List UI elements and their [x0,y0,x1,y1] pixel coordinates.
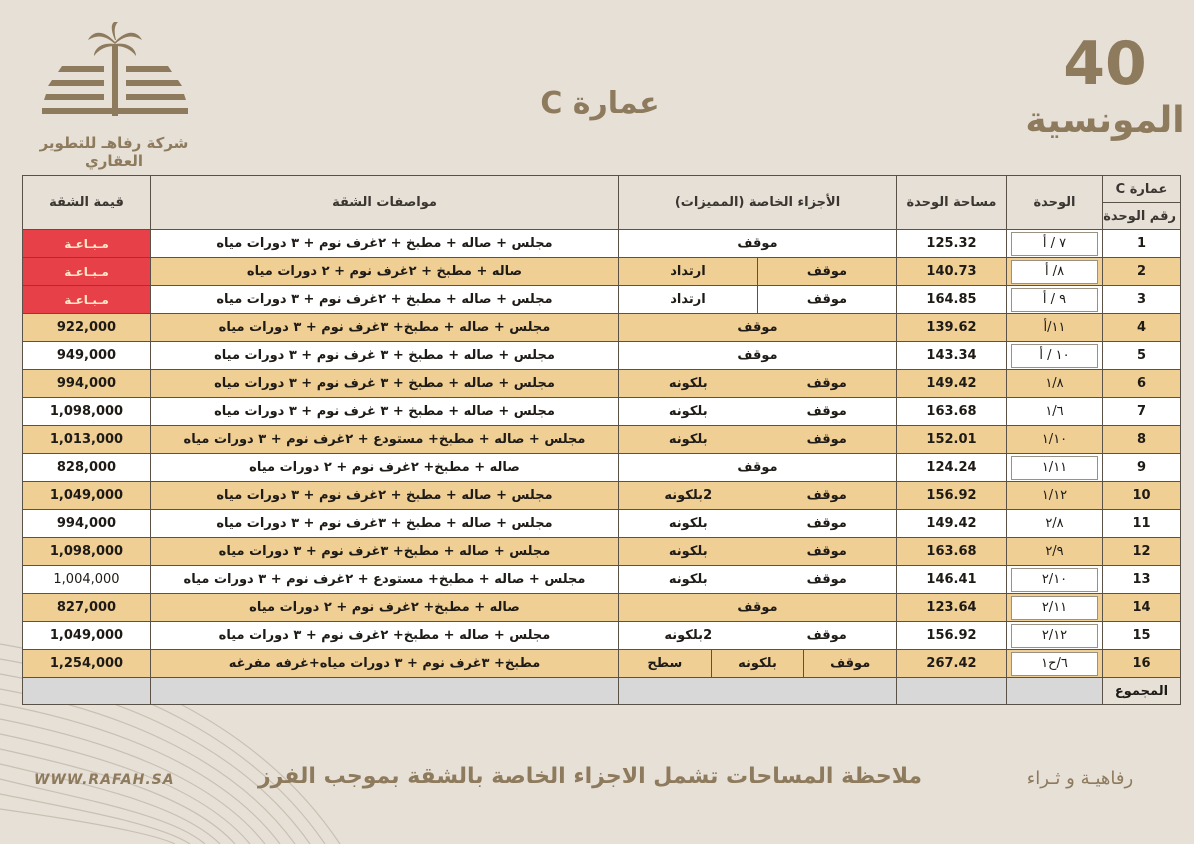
price-cell: 994,000 [23,370,151,398]
unit-no-cell: 3 [1103,286,1181,314]
header-price: قيمة الشقة [23,176,151,230]
special-part: موقف [737,348,778,363]
price-cell: 827,000 [23,594,151,622]
unit-no-cell: 14 [1103,594,1181,622]
specs-cell: مجلس + صاله + مطبخ+ مستودع + ٢غرف نوم + ٣ دورات مياه [151,426,619,454]
area-cell: 146.41 [897,566,1007,594]
table-row [23,482,1181,510]
price-cell: 1,004,000 [23,566,151,594]
unit-no-cell: 1 [1103,230,1181,258]
total-price-cell [23,678,151,705]
special-part: موقف [806,488,847,503]
table-row [23,258,1181,286]
unit-no-cell: 2 [1103,258,1181,286]
unit-no-cell: 5 [1103,342,1181,370]
special-part: موقف [806,572,847,587]
area-cell: 123.64 [897,594,1007,622]
special-part: بلكونه [668,544,708,559]
unit-cell [1007,286,1103,314]
unit-cell [1007,342,1103,370]
company-name: شركة رفاهـ للتطوير العقاري [39,134,189,170]
special-part: بلكونه [668,404,708,419]
total-area-cell [897,678,1007,705]
price-cell: 922,000 [23,314,151,342]
unit-no-cell: 6 [1103,370,1181,398]
special-part: بلكونه [668,376,708,391]
unit-no-cell: 4 [1103,314,1181,342]
specs-cell: صاله + مطبخ+ ٢غرف نوم + ٢ دورات مياه [151,454,619,482]
specs-cell: مجلس + صاله + مطبخ+ ٣غرف نوم + ٣ دورات مياه [151,314,619,342]
table-row [23,454,1181,482]
unit-no-cell: 11 [1103,510,1181,538]
price-cell: 994,000 [23,510,151,538]
unit-label: ٢/١٢ [1011,624,1098,648]
specs-cell: صاله + مطبخ+ ٢غرف نوم + ٢ دورات مياه [151,594,619,622]
unit-no-cell: 10 [1103,482,1181,510]
unit-label: ٦/ح١ [1011,652,1098,676]
special-part: موقف [806,628,847,643]
area-cell: 164.85 [897,286,1007,314]
special-part: بلكونه [712,650,805,677]
unit-label: ٢/٩ [1045,543,1064,559]
specs-cell: مجلس + صاله + مطبخ + ٢غرف نوم + ٣ دورات مياه [151,286,619,314]
table-row [23,342,1181,370]
table-row [23,426,1181,454]
specs-cell: مجلس + صاله + مطبخ + ٢غرف نوم + ٣ دورات مياه [151,230,619,258]
area-cell: 143.34 [897,342,1007,370]
special-part: موقف [737,236,778,251]
plot-number: 40 [1063,29,1147,99]
special-parts-cell [619,286,897,314]
unit-no-cell: 12 [1103,538,1181,566]
unit-label: ١/٦ [1045,403,1064,419]
website-link[interactable]: WWW.RAFAH.SA [34,772,175,788]
special-parts-cell [619,650,897,678]
area-cell: 149.42 [897,370,1007,398]
price-cell: 1,049,000 [23,482,151,510]
specs-cell: مجلس + صاله + مطبخ + ٢غرف نوم + ٣ دورات مياه [151,482,619,510]
unit-label: ٧ / أ [1011,232,1098,256]
unit-cell [1007,566,1103,594]
specs-cell: مجلس + صاله + مطبخ+ ٢غرف نوم + ٣ دورات مياه [151,622,619,650]
special-part: موقف [830,656,871,671]
unit-cell [1007,370,1103,398]
specs-cell: مطبخ+ ٣غرف نوم + ٣ دورات مياه+غرفه مفرغه [151,650,619,678]
area-cell: 140.73 [897,258,1007,286]
building-title: عمارة C [540,86,660,121]
total-label: المجموع [1103,678,1181,705]
unit-label: ٩ / أ [1011,288,1098,312]
project-name: رفاهيـة و ثـراء [1026,768,1134,789]
table-row [23,510,1181,538]
specs-cell: مجلس + صاله + مطبخ+ مستودع + ٢غرف نوم + ٣ دورات مياه [151,566,619,594]
table-row [23,622,1181,650]
area-cell: 163.68 [897,398,1007,426]
price-cell: 828,000 [23,454,151,482]
special-parts-cell [619,482,897,510]
table-row [23,566,1181,594]
special-part: ارتداد [619,286,758,313]
area-cell: 156.92 [897,482,1007,510]
sold-badge: مـبـاعـة [23,286,151,314]
specs-cell: مجلس + صاله + مطبخ + ٣ غرف نوم + ٣ دورات مياه [151,370,619,398]
special-part: موقف [737,600,778,615]
area-cell: 156.92 [897,622,1007,650]
unit-label: ٢/١١ [1011,596,1098,620]
special-parts-cell [619,314,897,342]
unit-cell [1007,314,1103,342]
special-parts-cell [619,538,897,566]
table-row [23,538,1181,566]
special-part: موقف [806,516,847,531]
special-part: بلكونه [668,572,708,587]
unit-cell [1007,230,1103,258]
special-part: موقف [806,264,848,279]
header-unit-no: رقم الوحدة [1103,203,1181,230]
special-part: موقف [737,460,778,475]
table-row [23,650,1181,678]
unit-no-cell: 9 [1103,454,1181,482]
unit-cell [1007,510,1103,538]
total-specs-cell [151,678,619,705]
header-building: عمارة C [1103,176,1181,203]
header-unit: الوحدة [1007,176,1103,230]
header-specs: مواصفات الشقة [151,176,619,230]
price-cell: 1,098,000 [23,538,151,566]
unit-no-cell: 13 [1103,566,1181,594]
unit-cell [1007,454,1103,482]
unit-cell [1007,622,1103,650]
price-cell: 1,049,000 [23,622,151,650]
price-cell: 1,013,000 [23,426,151,454]
header-area: مساحة الوحدة [897,176,1007,230]
special-part: سطح [619,650,712,677]
palm-tree-logo-icon [42,22,192,122]
specs-cell: مجلس + صاله + مطبخ + ٣ غرف نوم + ٣ دورات مياه [151,342,619,370]
special-parts-cell [619,594,897,622]
special-part: موقف [806,404,847,419]
special-parts-cell [619,370,897,398]
special-parts-cell [619,342,897,370]
unit-label: ١/٨ [1045,375,1064,391]
unit-no-cell: 15 [1103,622,1181,650]
table-row [23,314,1181,342]
table-row [23,398,1181,426]
special-parts-cell [619,510,897,538]
footnote: ملاحظة المساحات تشمل الاجزاء الخاصة بالشقة بموجب الفرز [257,764,923,789]
unit-cell [1007,426,1103,454]
unit-cell [1007,482,1103,510]
price-cell: 949,000 [23,342,151,370]
special-part: 2بلكونه [664,488,713,503]
special-parts-cell [619,622,897,650]
total-special-cell [619,678,897,705]
unit-cell [1007,594,1103,622]
price-cell: 1,254,000 [23,650,151,678]
special-part: موقف [806,432,847,447]
special-part: 2بلكونه [664,628,713,643]
table-row [23,286,1181,314]
units-price-table [22,175,1181,705]
special-parts-cell [619,566,897,594]
special-part: بلكونه [668,516,708,531]
special-part: موقف [806,544,847,559]
special-parts-cell [619,398,897,426]
unit-label: ١/١١ [1011,456,1098,480]
header-special-parts: الأجزاء الخاصة (المميزات) [619,176,897,230]
specs-cell: صاله + مطبخ + ٢غرف نوم + ٢ دورات مياه [151,258,619,286]
special-parts-cell [619,258,897,286]
unit-no-cell: 8 [1103,426,1181,454]
special-part: موقف [806,292,848,307]
specs-cell: مجلس + صاله + مطبخ+ ٣غرف نوم + ٣ دورات مياه [151,538,619,566]
area-cell: 149.42 [897,510,1007,538]
unit-cell [1007,538,1103,566]
special-part: ارتداد [619,258,758,285]
table-row [23,370,1181,398]
area-cell: 125.32 [897,230,1007,258]
sold-badge: مـبـاعـة [23,258,151,286]
district-name: المونسية [1025,100,1185,141]
unit-label: ٢/٨ [1045,515,1064,531]
unit-label: ٨/ أ [1011,260,1098,284]
sold-badge: مـبـاعـة [23,230,151,258]
unit-label: ١١/أ [1043,319,1066,335]
table-row [23,230,1181,258]
unit-label: ١/١٠ [1041,431,1068,447]
special-parts-cell [619,230,897,258]
unit-cell [1007,398,1103,426]
unit-cell [1007,650,1103,678]
area-cell: 163.68 [897,538,1007,566]
area-cell: 152.01 [897,426,1007,454]
special-parts-cell [619,454,897,482]
unit-label: ١/١٢ [1041,487,1068,503]
unit-label: ٢/١٠ [1011,568,1098,592]
unit-no-cell: 7 [1103,398,1181,426]
table-row [23,594,1181,622]
price-cell: 1,098,000 [23,398,151,426]
unit-cell [1007,258,1103,286]
area-cell: 267.42 [897,650,1007,678]
area-cell: 139.62 [897,314,1007,342]
unit-no-cell: 16 [1103,650,1181,678]
company-logo [14,22,214,170]
special-part: موقف [806,376,847,391]
specs-cell: مجلس + صاله + مطبخ + ٣غرف نوم + ٣ دورات مياه [151,510,619,538]
special-part: موقف [737,320,778,335]
total-unit-cell [1007,678,1103,705]
specs-cell: مجلس + صاله + مطبخ + ٣ غرف نوم + ٣ دورات مياه [151,398,619,426]
special-parts-cell [619,426,897,454]
special-part: بلكونه [668,432,708,447]
unit-label: ١٠ / أ [1011,344,1098,368]
area-cell: 124.24 [897,454,1007,482]
